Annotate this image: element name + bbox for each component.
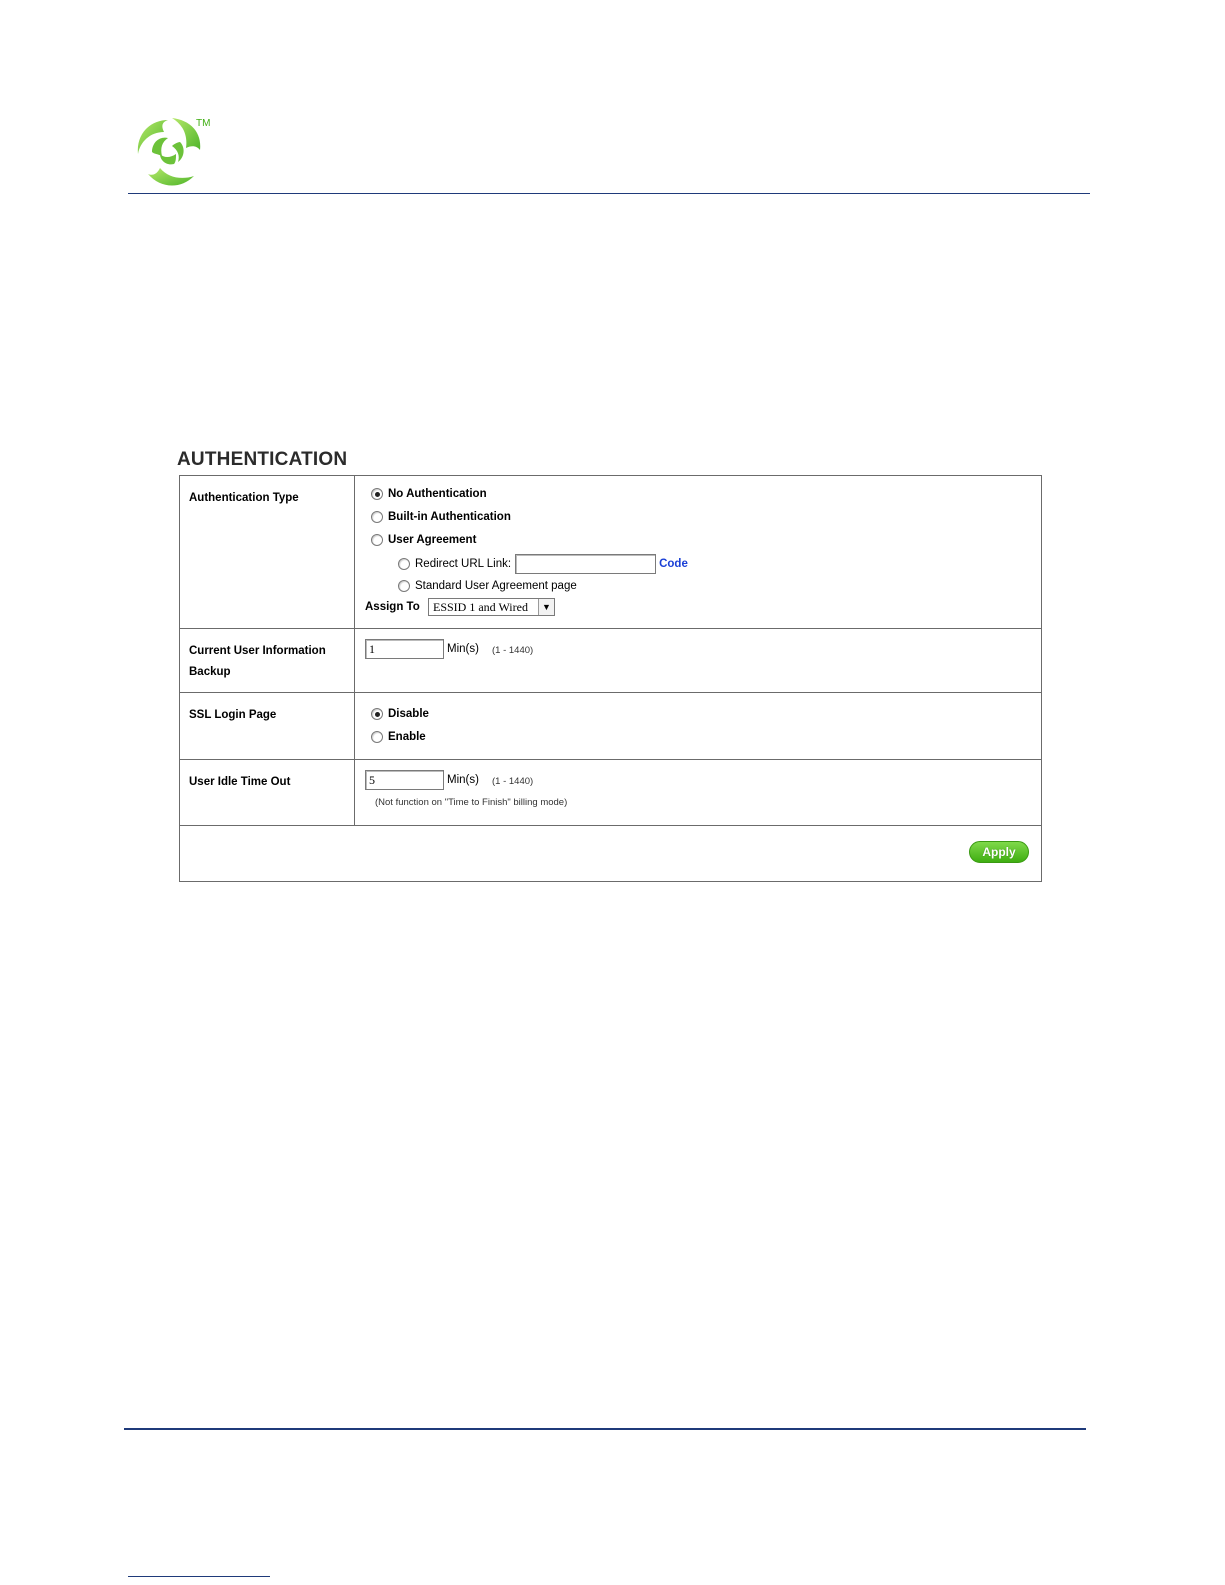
radio-ssl-enable-label: Enable <box>388 731 426 743</box>
trademark-mark: TM <box>196 118 211 129</box>
radio-redirect-url[interactable] <box>398 553 688 575</box>
footer-underline <box>128 1576 270 1577</box>
radio-ssl-enable[interactable] <box>371 728 426 746</box>
auth-type-options <box>356 476 1041 628</box>
radio-ssl-disable-input[interactable] <box>371 708 383 720</box>
radio-user-agreement-input[interactable] <box>371 534 383 546</box>
backup-value-cell <box>356 629 1041 692</box>
radio-standard-agreement-input[interactable] <box>398 580 410 592</box>
backup-row <box>180 629 1041 693</box>
swirl-logo-icon <box>128 112 218 192</box>
actions-row <box>180 826 1041 881</box>
idle-value-cell <box>356 760 1041 825</box>
brand-logo <box>128 112 218 192</box>
ssl-row <box>180 693 1041 760</box>
radio-builtin-auth-label: Built-in Authentication <box>388 511 511 523</box>
redirect-url-label: Redirect URL Link: <box>415 558 512 570</box>
radio-redirect-url-input[interactable] <box>398 558 410 570</box>
idle-range: (1 - 1440) <box>492 776 534 787</box>
standard-agreement-label: Standard User Agreement page <box>415 580 577 592</box>
auth-type-label: Authentication Type <box>180 476 355 628</box>
radio-no-auth-label: No Authentication <box>388 488 487 500</box>
assign-to-select[interactable] <box>428 598 555 616</box>
radio-no-auth[interactable] <box>371 485 487 503</box>
idle-note: (Not function on "Time to Finish" billing mode) <box>375 797 568 808</box>
radio-ssl-disable-label: Disable <box>388 708 429 720</box>
radio-builtin-auth-input[interactable] <box>371 511 383 523</box>
code-link[interactable]: Code <box>659 558 688 570</box>
radio-no-auth-input[interactable] <box>371 488 383 500</box>
idle-unit: Min(s) <box>447 774 479 786</box>
idle-minutes-input[interactable]: 5 <box>365 770 444 790</box>
redirect-url-input[interactable] <box>515 554 656 574</box>
radio-standard-agreement[interactable] <box>398 577 577 595</box>
idle-label: User Idle Time Out <box>180 760 355 825</box>
footer-divider <box>124 1428 1086 1430</box>
backup-label <box>180 629 355 692</box>
backup-minutes-input[interactable]: 1 <box>365 639 444 659</box>
ssl-options <box>356 693 1041 759</box>
backup-unit: Min(s) <box>447 643 479 655</box>
assign-to-label: Assign To <box>365 601 420 613</box>
chevron-down-icon[interactable]: ▼ <box>538 599 554 615</box>
authentication-panel <box>179 475 1042 882</box>
page-title: AUTHENTICATION <box>177 449 348 470</box>
auth-type-row <box>180 476 1041 629</box>
radio-ssl-disable[interactable] <box>371 705 429 723</box>
radio-ssl-enable-input[interactable] <box>371 731 383 743</box>
backup-range: (1 - 1440) <box>492 645 534 656</box>
backup-label-line1: Current User Information <box>189 645 326 657</box>
radio-builtin-auth[interactable] <box>371 508 511 526</box>
idle-row <box>180 760 1041 826</box>
header-divider <box>128 193 1090 194</box>
apply-button[interactable]: Apply <box>969 841 1029 863</box>
radio-user-agreement-label: User Agreement <box>388 534 477 546</box>
backup-label-line2: Backup <box>189 666 231 678</box>
assign-to-value: ESSID 1 and Wired <box>433 599 528 614</box>
ssl-label: SSL Login Page <box>180 693 355 759</box>
radio-user-agreement[interactable] <box>371 531 476 549</box>
